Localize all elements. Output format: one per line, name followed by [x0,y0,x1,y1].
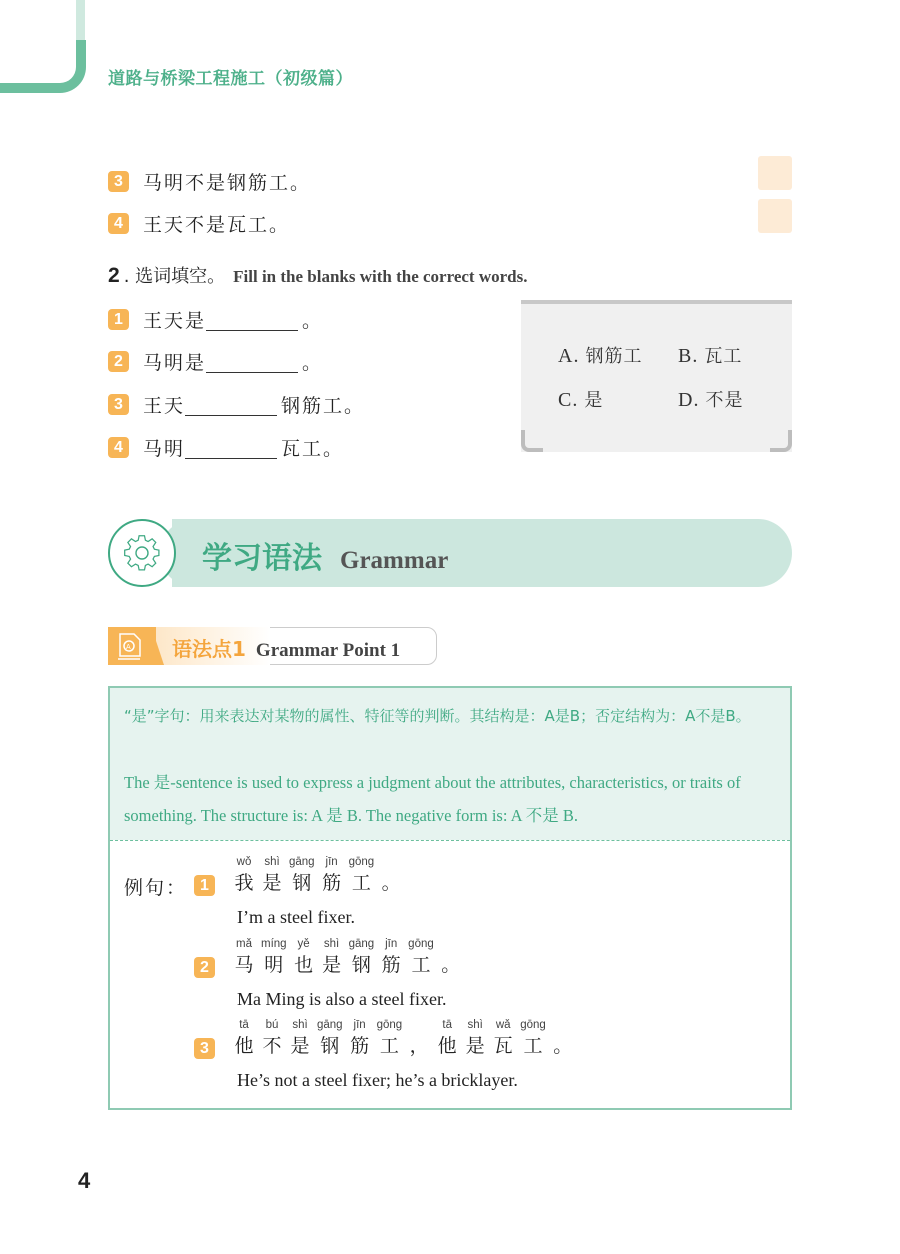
number-badge: 3 [108,171,129,192]
hanzi: 。 [381,872,401,894]
pinyin: tā [442,1019,452,1031]
option-letter: A. [558,345,580,367]
hanzi: 他 [437,1035,457,1057]
pinyin: shì [292,1019,308,1031]
exercise-title-en: Fill in the blanks with the correct words. [233,267,528,286]
fill-blank-item [108,348,323,375]
pinyin: jīn [353,1019,366,1031]
number-badge: 1 [108,309,129,330]
grammar-point-en: Grammar Point 1 [255,640,401,661]
sentence-text: 王天不是瓦工。 [143,214,291,236]
pinyin: shì [467,1019,483,1031]
pinyin: gōng [348,856,375,868]
pinyin: míng [261,938,287,950]
pinyin: shì [264,856,280,868]
text-before: 王天是 [143,310,207,332]
hanzi: 钢 [320,1035,340,1057]
number-badge: 1 [194,875,215,896]
pinyin: gōng [408,938,434,950]
hanzi: 钢 [351,954,371,976]
pinyin: gāng [317,1019,343,1031]
rule-explanation-en: The 是-sentence is used to express a judgment about the attributes, characteristics, or traits of something. The structure is: A 是 B. The negative form is: A 不是 B. [124,773,741,825]
side-tab-marker [758,156,792,190]
rule-explanation-cn: “是”字句：用来表达对某物的属性、特征等的判断。其结构是：A是B；否定结构为：A不是B。 [124,707,751,725]
section-title-cn: 学习语法 [202,541,322,576]
hanzi: 筋 [381,954,401,976]
number-badge: 4 [108,213,129,234]
blank-input[interactable] [206,350,298,373]
pinyin: jīn [325,856,338,868]
pinyin: gōng [520,1019,546,1031]
sentence-text: 马明不是钢筋工。 [143,172,312,194]
example-translation: Ma Ming is also a steel fixer. [237,989,447,1009]
option-b [678,342,742,368]
hanzi: 工 [379,1035,399,1057]
grammar-section-title [202,533,448,577]
hanzi: 工 [351,872,371,894]
side-tab-marker [758,199,792,233]
blank-input[interactable] [185,393,277,416]
text-before: 马明是 [143,352,207,374]
pinyin: wǒ [236,856,252,868]
hanzi: 钢 [292,872,312,894]
pinyin: wǎ [495,1019,511,1031]
text-after: 。 [302,352,324,374]
hanzi: 他 [234,1035,254,1057]
number-badge: 3 [108,394,129,415]
pinyin: bú [265,1019,279,1031]
exercise-number: 2 [108,264,120,287]
grammar-point-cn: 语法点1 [172,637,246,661]
option-c [558,386,603,412]
book-title: 道路与桥梁工程施工（初级篇） [108,69,353,89]
hanzi: 筋 [350,1035,370,1057]
number-badge: 4 [108,437,129,458]
text-before: 王天 [143,395,186,417]
fill-blank-item [108,391,365,418]
pinyin: tā [239,1019,249,1031]
pinyin: shì [323,938,340,950]
hanzi: 工 [523,1035,543,1057]
hanzi: ， [409,1035,429,1057]
example-sentence [233,1019,574,1058]
number-badge: 2 [194,957,215,978]
grammar-point-title [172,633,400,662]
hanzi: 工 [411,954,431,976]
example-translation: I’m a steel fixer. [237,907,355,927]
grade-document-icon [116,632,144,666]
examples-label: 例句： [124,877,188,899]
option-letter: C. [558,389,579,411]
blank-input[interactable] [206,308,298,331]
section-title-en: Grammar [340,547,449,574]
option-a [558,342,642,368]
header-decoration-line [76,0,85,42]
example-sentence [233,938,462,977]
dashed-divider [110,840,790,841]
svg-text:A: A [126,644,131,651]
exercise2-title [108,262,528,288]
hanzi: 瓦 [493,1035,513,1057]
hanzi: 是 [262,872,282,894]
text-before: 马明 [143,438,186,460]
box-bracket [521,430,543,452]
exercise1-item [108,210,290,237]
option-text: 瓦工 [704,346,743,367]
option-text: 不是 [705,390,744,411]
hanzi: 是 [322,954,342,976]
fill-blank-item [108,306,323,333]
gear-icon [108,519,176,587]
blank-input[interactable] [185,436,277,459]
pinyin: jīn [385,938,398,950]
option-letter: D. [678,389,700,411]
hanzi: 也 [294,954,314,976]
option-letter: B. [678,345,699,367]
hanzi: 。 [553,1035,573,1057]
hanzi: 。 [441,954,461,976]
text-after: 钢筋工。 [281,395,366,417]
example-sentence [233,856,402,895]
hanzi: 我 [234,872,254,894]
page-number: 4 [78,1168,91,1193]
hanzi: 马 [234,954,254,976]
number-badge: 2 [108,351,129,372]
exercise-title-cn: . 选词填空。 [123,266,226,287]
number-badge: 3 [194,1038,215,1059]
pinyin: gōng [376,1019,403,1031]
text-after: 。 [302,310,324,332]
pinyin: gāng [289,856,315,868]
hanzi: 是 [465,1035,485,1057]
hanzi: 不 [262,1035,282,1057]
box-bracket [770,430,792,452]
text-after: 瓦工。 [281,438,345,460]
word-options-box [521,300,792,452]
hanzi: 筋 [322,872,342,894]
hanzi: 明 [264,954,284,976]
fill-blank-item [108,434,344,461]
option-text: 钢筋工 [585,346,643,367]
option-text: 是 [584,390,604,411]
pinyin: mǎ [236,938,252,950]
pinyin: yě [297,938,310,950]
hanzi: 是 [290,1035,310,1057]
header-decoration-corner [0,0,86,93]
example-translation: He’s not a steel fixer; he’s a bricklayer. [237,1070,518,1090]
option-d [678,386,743,412]
exercise1-item [108,168,311,195]
pinyin: gāng [348,938,375,950]
